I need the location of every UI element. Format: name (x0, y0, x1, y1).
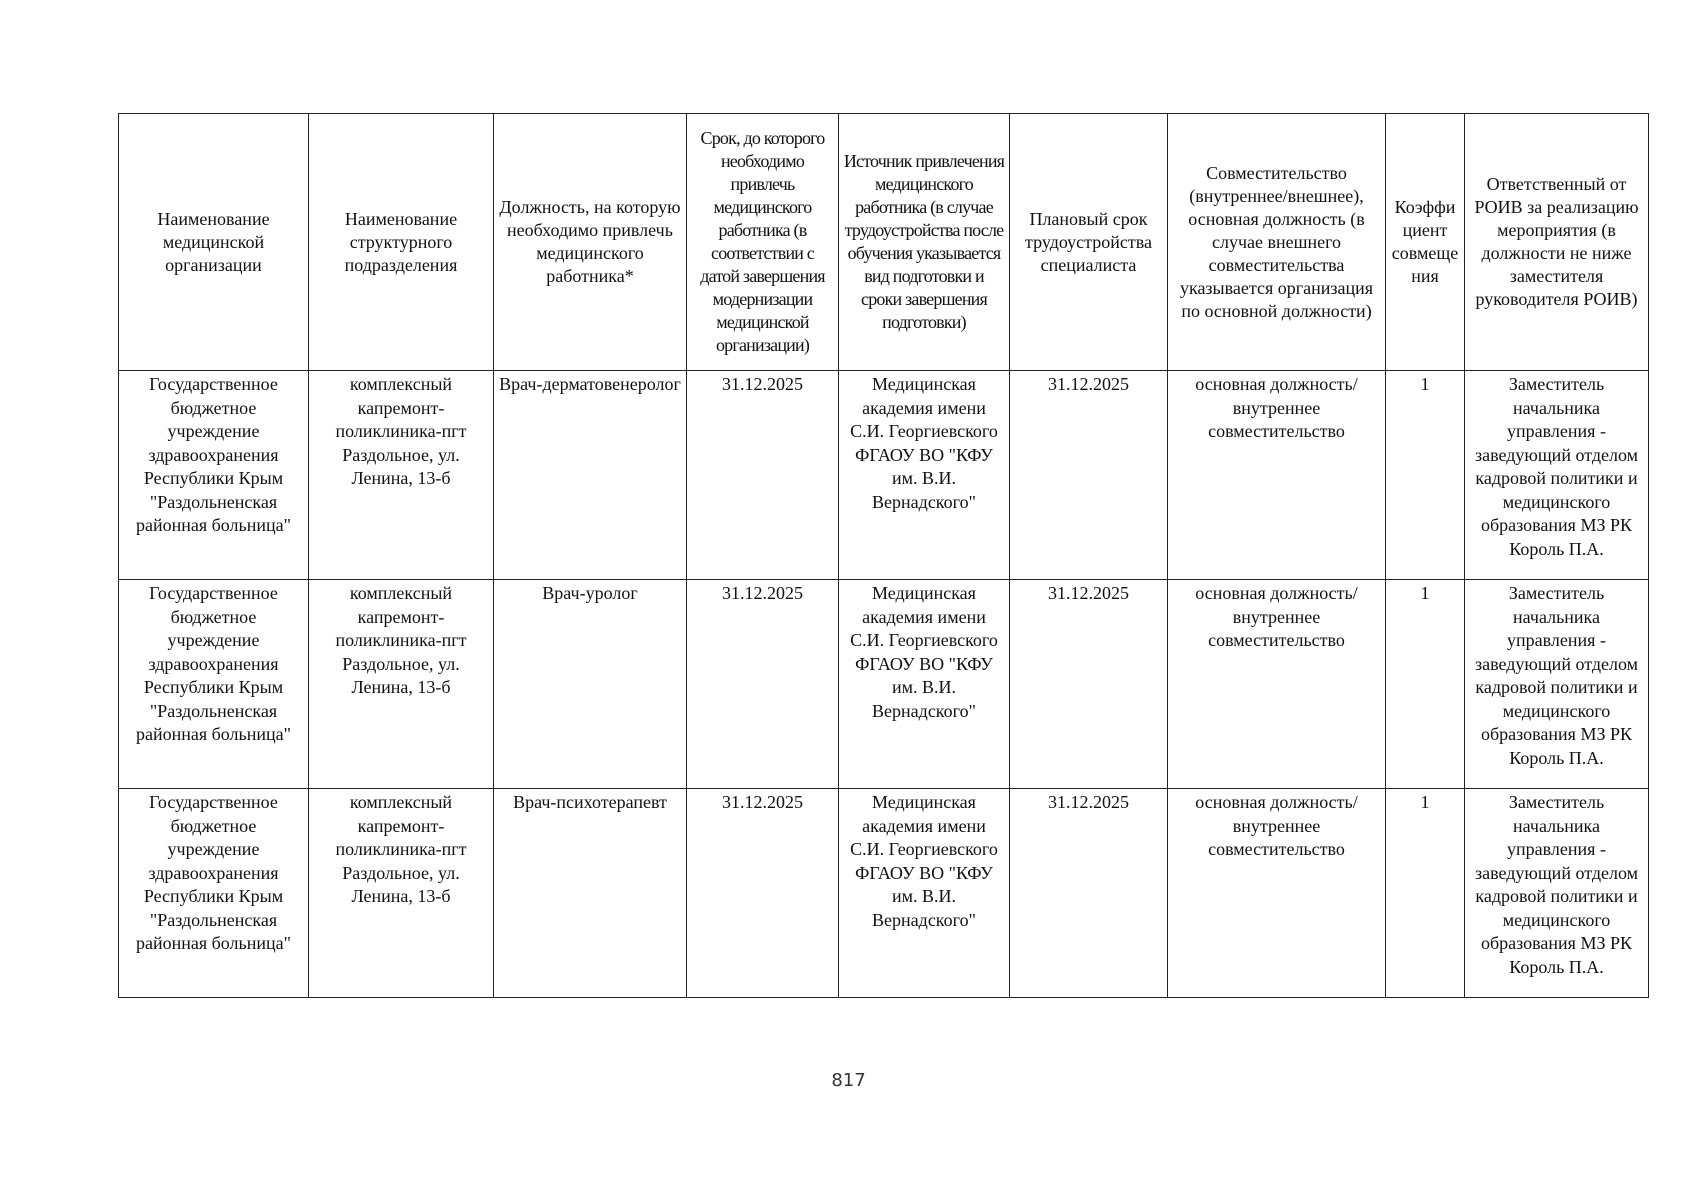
cell-department: комплексный капремонт-поликлиника-пгт Раздольное, ул. Ленина, 13-б (309, 580, 494, 789)
cell-department: комплексный капремонт-поликлиника-пгт Раздольное, ул. Ленина, 13-б (309, 789, 494, 998)
header-responsible: Ответственный от РОИВ за реализацию мероприятия (в должности не ниже заместителя руководителя РОИВ) (1465, 114, 1649, 371)
cell-planned-date: 31.12.2025 (1010, 580, 1168, 789)
header-position: Должность, на которую необходимо привлечь медицинского работника* (494, 114, 687, 371)
cell-organization: Государственное бюджетное учреждение здравоохранения Республики Крым "Раздольненская районная больница" (119, 371, 309, 580)
cell-coefficient: 1 (1386, 789, 1465, 998)
cell-organization: Государственное бюджетное учреждение здравоохранения Республики Крым "Раздольненская районная больница" (119, 789, 309, 998)
cell-deadline: 31.12.2025 (687, 789, 839, 998)
cell-position: Врач-психотерапевт (494, 789, 687, 998)
header-source: Источник привлечения медицинского работника (в случае трудоустройства после обучения указывается вид подготовки и сроки завершения подготовки) (839, 114, 1010, 371)
header-deadline: Срок, до которого необходимо привлечь медицинского работника (в соответствии с датой завершения модернизации медицинской организации) (687, 114, 839, 371)
header-coefficient: Коэффициент совмещения (1386, 114, 1465, 371)
header-department: Наименование структурного подразделения (309, 114, 494, 371)
cell-source: Медицинская академия имени С.И. Георгиевского ФГАОУ ВО "КФУ им. В.И. Вернадского" (839, 371, 1010, 580)
cell-position: Врач-дерматовенеролог (494, 371, 687, 580)
cell-planned-date: 31.12.2025 (1010, 789, 1168, 998)
cell-organization: Государственное бюджетное учреждение здравоохранения Республики Крым "Раздольненская районная больница" (119, 580, 309, 789)
cell-department: комплексный капремонт-поликлиника-пгт Раздольное, ул. Ленина, 13-б (309, 371, 494, 580)
staffing-table (118, 113, 1649, 998)
cell-position: Врач-уролог (494, 580, 687, 789)
cell-responsible: Заместитель начальника управления - заведующий отделом кадровой политики и медицинского образования МЗ РК Король П.А. (1465, 580, 1649, 789)
table-row (119, 371, 1649, 580)
cell-deadline: 31.12.2025 (687, 580, 839, 789)
cell-responsible: Заместитель начальника управления - заведующий отделом кадровой политики и медицинского образования МЗ РК Король П.А. (1465, 789, 1649, 998)
header-organization: Наименование медицинской организации (119, 114, 309, 371)
cell-combination: основная должность/ внутреннее совместительство (1168, 580, 1386, 789)
cell-source: Медицинская академия имени С.И. Георгиевского ФГАОУ ВО "КФУ им. В.И. Вернадского" (839, 789, 1010, 998)
table-row (119, 789, 1649, 998)
cell-responsible: Заместитель начальника управления - заведующий отделом кадровой политики и медицинского образования МЗ РК Король П.А. (1465, 371, 1649, 580)
cell-coefficient: 1 (1386, 580, 1465, 789)
cell-coefficient: 1 (1386, 371, 1465, 580)
cell-combination: основная должность/ внутреннее совместительство (1168, 371, 1386, 580)
table-row (119, 580, 1649, 789)
header-planned-date: Плановый срок трудоустройства специалиста (1010, 114, 1168, 371)
header-row (119, 114, 1649, 371)
cell-planned-date: 31.12.2025 (1010, 371, 1168, 580)
page-number: 817 (831, 1070, 866, 1091)
cell-source: Медицинская академия имени С.И. Георгиевского ФГАОУ ВО "КФУ им. В.И. Вернадского" (839, 580, 1010, 789)
header-combination: Совместительство (внутреннее/внешнее), основная должность (в случае внешнего совместительства указывается организация по основной должности) (1168, 114, 1386, 371)
cell-deadline: 31.12.2025 (687, 371, 839, 580)
cell-combination: основная должность/ внутреннее совместительство (1168, 789, 1386, 998)
